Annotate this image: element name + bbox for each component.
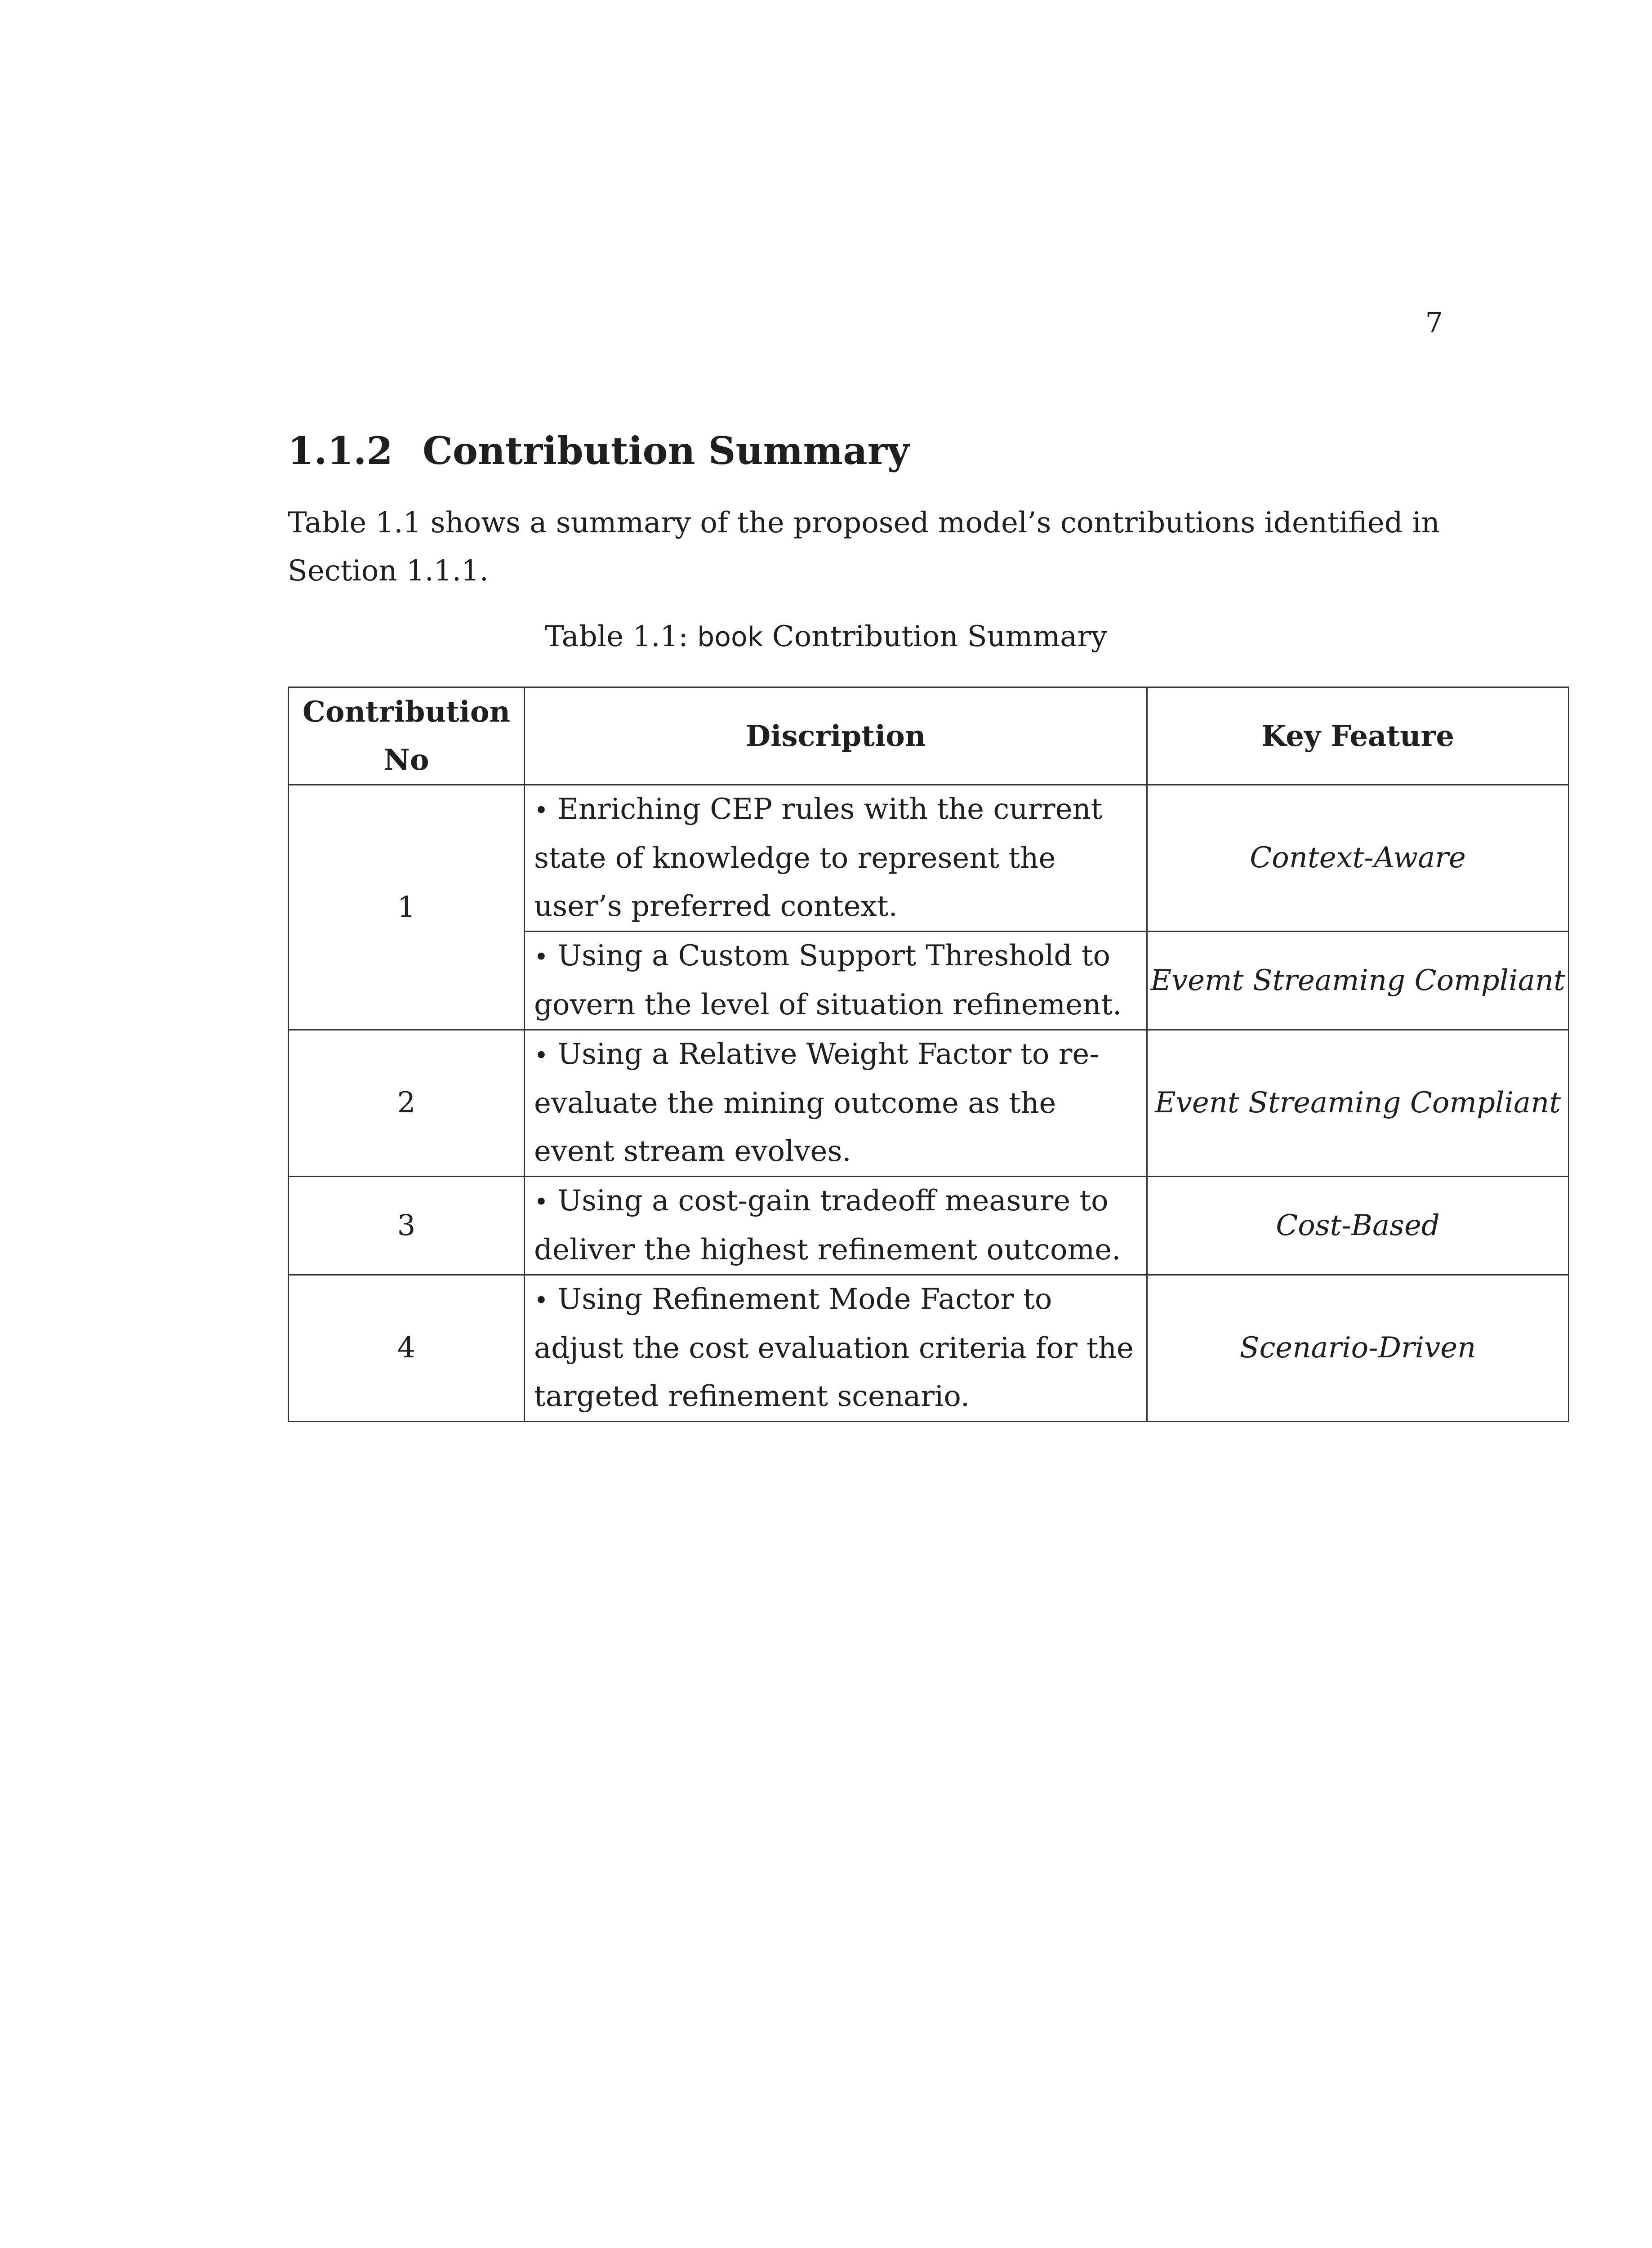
caption-label: Table 1.1: [544, 620, 688, 653]
table-row [289, 1030, 1569, 1177]
bullet-icon: • [534, 796, 548, 825]
page-number: 7 [1425, 306, 1443, 339]
contribution-number: 2 [289, 1030, 525, 1177]
table-row [289, 785, 1569, 932]
key-feature: Scenario-Driven [1147, 1275, 1569, 1422]
description-text: Using Refinement Mode Factor to adjust the cost evaluation criteria for the targeted refinement scenario. [534, 1283, 1134, 1413]
description-item [534, 932, 1137, 1029]
section-title: Contribution Summary [423, 428, 909, 473]
description-text: Enriching CEP rules with the current state of knowledge to represent the user’s preferred context. [534, 793, 1103, 923]
table-row [289, 1275, 1569, 1422]
bullet-icon: • [534, 1041, 548, 1070]
header-key-feature: Key Feature [1147, 687, 1569, 785]
key-feature: Evemt Streaming Compliant [1147, 932, 1569, 1030]
header-contribution-no: Contribution No [289, 687, 525, 785]
description-cell [525, 1177, 1147, 1275]
description-text: Using a Custom Support Threshold to govern the level of situation refinement. [534, 939, 1122, 1021]
contribution-table [288, 687, 1569, 1422]
contribution-number: 3 [289, 1177, 525, 1275]
contribution-number: 4 [289, 1275, 525, 1422]
description-cell [525, 1275, 1147, 1422]
description-item [534, 785, 1137, 931]
bullet-icon: • [534, 943, 548, 971]
section-number: 1.1.2 [288, 428, 393, 473]
table-row [289, 1177, 1569, 1275]
table-caption [0, 614, 1652, 660]
intro-paragraph: Table 1.1 shows a summary of the proposed model’s contributions identified in Section 1.1.1. [288, 506, 1440, 588]
section-heading [288, 426, 909, 476]
description-cell [525, 1030, 1147, 1177]
caption-book: book [697, 621, 763, 653]
table-header-row [289, 687, 1569, 785]
bullet-icon: • [534, 1286, 548, 1315]
description-text: Using a cost-gain tradeoff measure to deliver the highest refinement outcome. [534, 1184, 1121, 1267]
key-feature: Event Streaming Compliant [1147, 1030, 1569, 1177]
description-cell [525, 932, 1147, 1030]
header-description: Discription [525, 687, 1147, 785]
contribution-number: 1 [289, 785, 525, 1030]
bullet-icon: • [534, 1188, 548, 1216]
caption-title: Contribution Summary [772, 620, 1108, 653]
description-item [534, 1030, 1137, 1176]
description-text: Using a Relative Weight Factor to re-evaluate the mining outcome as the event stream evolves. [534, 1038, 1099, 1168]
description-item [534, 1276, 1137, 1421]
key-feature: Context-Aware [1147, 785, 1569, 932]
description-cell [525, 785, 1147, 932]
description-item [534, 1177, 1137, 1274]
key-feature: Cost-Based [1147, 1177, 1569, 1275]
